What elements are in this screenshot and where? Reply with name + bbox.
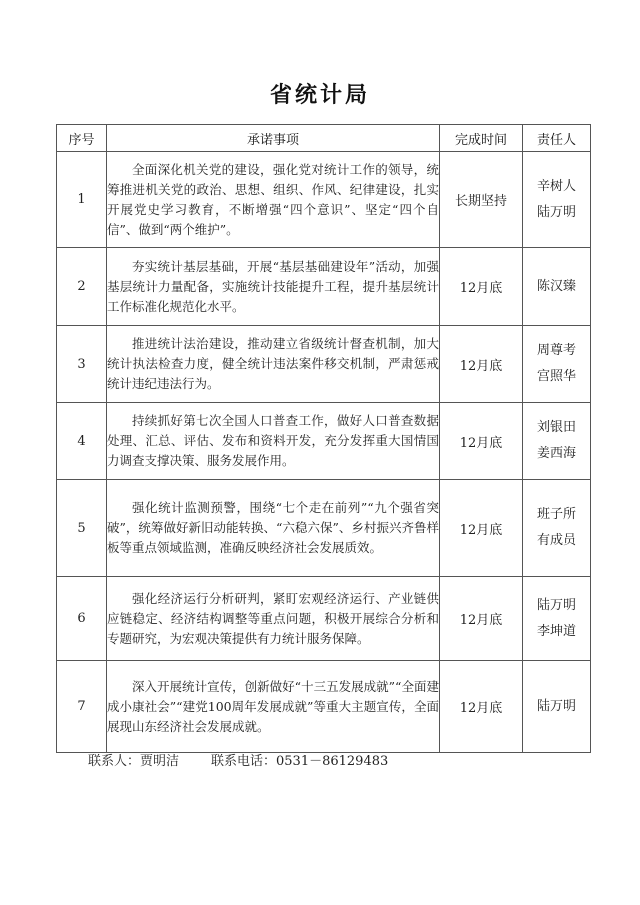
page-title: 省统计局 [269, 83, 370, 108]
responsible-person: 李坤道 [536, 623, 576, 639]
responsible-person: 刘银田 [536, 420, 576, 435]
row-resp [523, 480, 591, 577]
responsible-person: 陆万明 [536, 698, 576, 714]
row-seq: 2 [57, 248, 107, 326]
row-resp [523, 326, 591, 403]
row-time: 12月底 [440, 480, 523, 577]
header-seq: 序号 [57, 125, 107, 152]
contact-info [88, 750, 420, 769]
header-time: 完成时间 [440, 125, 523, 152]
row-time: 12月底 [440, 248, 523, 326]
responsible-person: 周尊考 [536, 343, 576, 358]
responsible-person: 辛树人 [536, 178, 576, 194]
row-seq: 5 [57, 480, 107, 577]
table-row [57, 248, 591, 326]
table-header-row [57, 125, 591, 152]
row-time: 12月底 [440, 577, 523, 661]
table-row [57, 403, 591, 480]
row-resp [523, 661, 591, 753]
row-item: 强化经济运行分析研判，紧盯宏观经济运行、产业链供应链稳定、经济结构调整等重点问题，积极开展综合分析和专题研究，为宏观决策提供有力统计服务保障。 [107, 577, 440, 661]
row-item: 推进统计法治建设，推动建立省级统计督查机制，加大统计执法检查力度，健全统计违法案件移交机制，严肃惩戒统计违纪违法行为。 [107, 326, 440, 403]
row-seq: 7 [57, 661, 107, 753]
table-row [57, 326, 591, 403]
contact-phone: 联系电话：0531－86129483 [211, 754, 389, 769]
row-resp [523, 577, 591, 661]
row-time: 12月底 [440, 403, 523, 480]
commitment-table [56, 124, 591, 753]
row-item: 持续抓好第七次全国人口普查工作，做好人口普查数据处理、汇总、评估、发布和资料开发，充分发挥重大国情国力调查支撑决策、服务发展作用。 [107, 403, 440, 480]
row-time: 长期坚持 [440, 152, 523, 248]
responsible-person: 宫照华 [536, 369, 576, 384]
row-seq: 3 [57, 326, 107, 403]
row-resp [523, 152, 591, 248]
responsible-person: 姜西海 [536, 446, 576, 461]
table-row [57, 152, 591, 248]
row-resp [523, 403, 591, 480]
header-resp: 责任人 [523, 125, 591, 152]
responsible-person: 班子所 [536, 507, 576, 522]
row-item: 深入开展统计宣传，创新做好“十三五发展成就”“全面建成小康社会”“建党100周年发展成就”等重大主题宣传，全面展现山东经济社会发展成就。 [107, 661, 440, 753]
responsible-person: 有成员 [536, 533, 576, 548]
table-row [57, 661, 591, 753]
header-item: 承诺事项 [107, 125, 440, 152]
responsible-person: 陈汉臻 [536, 278, 576, 294]
responsible-person: 陆万明 [536, 204, 576, 220]
row-time: 12月底 [440, 661, 523, 753]
table-row [57, 577, 591, 661]
row-time: 12月底 [440, 326, 523, 403]
row-item: 夯实统计基层基础，开展“基层基础建设年”活动，加强基层统计力量配备，实施统计技能提升工程，提升基层统计工作标准化规范化水平。 [107, 248, 440, 326]
responsible-person: 陆万明 [536, 597, 576, 613]
table-row [57, 480, 591, 577]
row-item: 全面深化机关党的建设，强化党对统计工作的领导，统筹推进机关党的政治、思想、组织、作风、纪律建设，扎实开展党史学习教育，不断增强“四个意识”、坚定“四个自信”、做到“两个维护”。 [107, 152, 440, 248]
row-seq: 4 [57, 403, 107, 480]
row-item: 强化统计监测预警，围绕“七个走在前列”“九个强省突破”，统筹做好新旧动能转换、“六稳六保”、乡村振兴齐鲁样板等重点领域监测，准确反映经济社会发展质效。 [107, 480, 440, 577]
row-seq: 6 [57, 577, 107, 661]
row-seq: 1 [57, 152, 107, 248]
row-resp [523, 248, 591, 326]
contact-person: 联系人：贾明洁 [88, 754, 180, 769]
